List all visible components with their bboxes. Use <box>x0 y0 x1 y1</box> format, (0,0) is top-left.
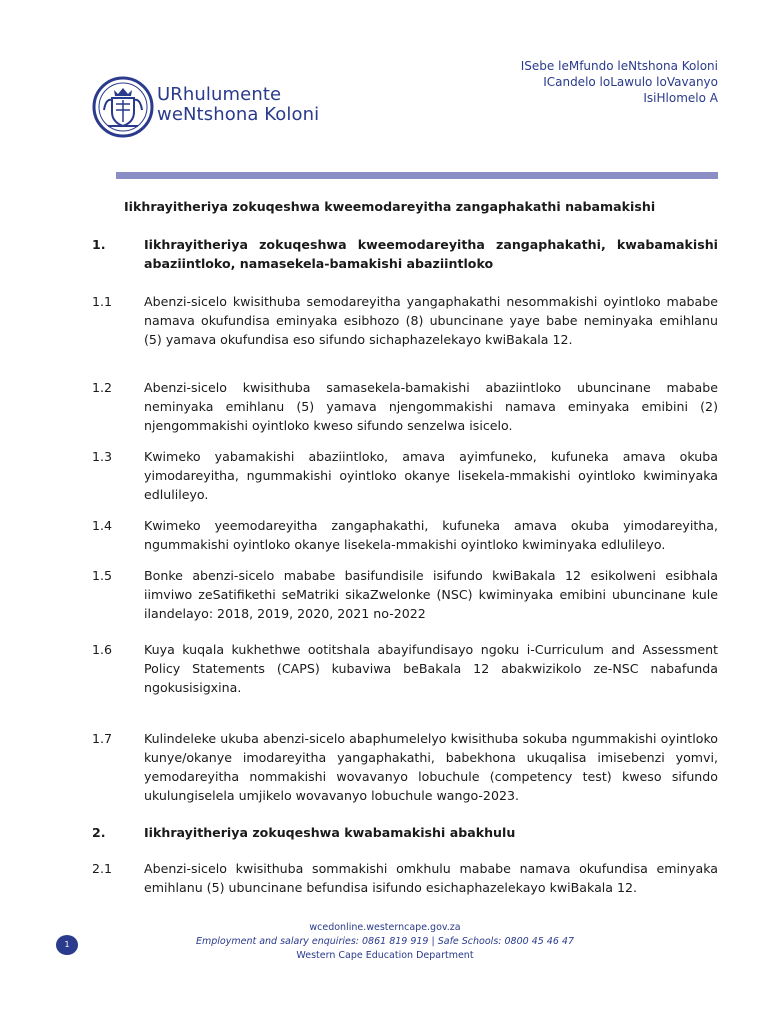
footer-department: Western Cape Education Department <box>296 950 474 961</box>
paragraph-1-1 <box>92 292 718 349</box>
paragraph-text: Kulindeleke ukuba abenzi-sicelo abaphumelelyo kwisithuba sokuba ngummakishi oyintloko kunye/okanye imodareyitha yangaphakathi, babekhona ukuqalisa imisebenzi yomvi, yemodareyitha nommakishi wovavanyo lobuchule (competency test) kweso sifundo ukulungiselela umjikelo wovavanyo lobuchule wango-2023. <box>144 731 718 803</box>
logo-line-2: weNtshona Koloni <box>157 104 320 125</box>
logo-line-1: URhulumente <box>157 84 282 105</box>
paragraph-text: Abenzi-sicelo kwisithuba sommakishi omkhulu mababe namava okufundisa eminyaka emihlanu (5) ubuncinane befundisa isifundo esichaphazelekayo kwiBakala 12. <box>144 861 718 895</box>
paragraph-1-2 <box>92 378 718 435</box>
annexure-line: IsiHlomelo A <box>643 91 718 105</box>
section-heading-text: Iikhrayitheriya zokuqeshwa kwabamakishi abakhulu <box>144 825 516 840</box>
section-number: 2. <box>92 825 106 840</box>
paragraph-number: 1.2 <box>92 380 113 395</box>
paragraph-number: 1.7 <box>92 731 113 746</box>
paragraph-number: 2.1 <box>92 861 113 876</box>
paragraph-1-7 <box>92 729 718 805</box>
paragraph-text: Abenzi-sicelo kwisithuba samasekela-bamakishi abaziintloko ubuncinane mababe neminyaka emihlanu (5) yamava njengommakishi namava eminyaka emibini (2) njengommakishi oyintloko kweso sifundo senzelwa isicelo. <box>144 380 718 433</box>
header-divider <box>116 172 718 179</box>
section-number: 1. <box>92 237 106 252</box>
paragraph-2-1 <box>92 859 718 897</box>
footer-website[interactable]: wcedonline.westerncape.gov.za <box>309 922 461 933</box>
paragraph-1-5 <box>92 566 718 623</box>
directorate-line: ICandelo loLawulo loVavanyo <box>543 75 718 89</box>
paragraph-text: Abenzi-sicelo kwisithuba semodareyitha yangaphakathi nesommakishi oyintloko mababe namava okufundisa eminyaka esibhozo (8) ubuncinane yaye babe neminyaka emihlanu (5) yamava okufundisa eso sifundo sichaphazelekayo kwiBakala 12. <box>144 294 718 347</box>
paragraph-number: 1.6 <box>92 642 113 657</box>
paragraph-text: Kwimeko yeemodareyitha zangaphakathi, kufuneka amava okuba yimodareyitha, ngummakishi oyintloko okanye lisekela-mmakishi oyintloko kwiminyaka edlulileyo. <box>144 518 718 552</box>
footer <box>0 921 770 963</box>
paragraph-number: 1.3 <box>92 449 113 464</box>
paragraph-text: Bonke abenzi-sicelo mababe basifundisile isifundo kwiBakala 12 esikolweni esibhala iimviwo zeSatifikethi seMatriki sikaZwelonke (NSC) kwiminyaka emibini ubuncinane kule ilandelayo: 2018, 2019, 2020, 2021 no-2022 <box>144 568 718 621</box>
footer-enquiries: Employment and salary enquiries: 0861 819 919 | Safe Schools: 0800 45 46 47 <box>195 936 574 947</box>
paragraph-number: 1.4 <box>92 518 113 533</box>
department-header <box>521 58 718 106</box>
section-heading-2 <box>92 823 718 842</box>
paragraph-1-4 <box>92 516 718 554</box>
paragraph-text: Kwimeko yabamakishi abaziintloko, amava ayimfuneko, kufuneka amava okuba yimodareyitha, ngummakishi oyintloko okanye lisekela-mmakishi oyintloko kwiminyaka edlulileyo. <box>144 449 718 502</box>
coat-of-arms-icon <box>92 76 154 138</box>
department-line: ISebe leMfundo leNtshona Koloni <box>520 59 718 73</box>
document-title: Iikhrayitheriya zokuqeshwa kweemodareyitha zangaphakathi nabamakishi <box>124 199 656 214</box>
paragraph-1-6 <box>92 640 718 697</box>
section-heading-1 <box>92 235 718 273</box>
page-number-badge: 1 <box>56 935 78 955</box>
paragraph-text: Kuya kuqala kukhethwe ootitshala abayifundisayo ngoku i-Curriculum and Assessment Policy Statements (CAPS) kubaviwa beBakala 12 abakwizikolo ze-NSC nabafunda ngokusisigxina. <box>144 642 718 695</box>
section-heading-text: Iikhrayitheriya zokuqeshwa kweemodareyitha zangaphakathi, kwabamakishi abaziintloko, namasekela-bamakishi abaziintloko <box>144 237 718 271</box>
logo-wordmark <box>157 85 319 125</box>
paragraph-1-3 <box>92 447 718 504</box>
paragraph-number: 1.1 <box>92 294 113 309</box>
wcg-logo <box>92 76 322 138</box>
paragraph-number: 1.5 <box>92 568 113 583</box>
